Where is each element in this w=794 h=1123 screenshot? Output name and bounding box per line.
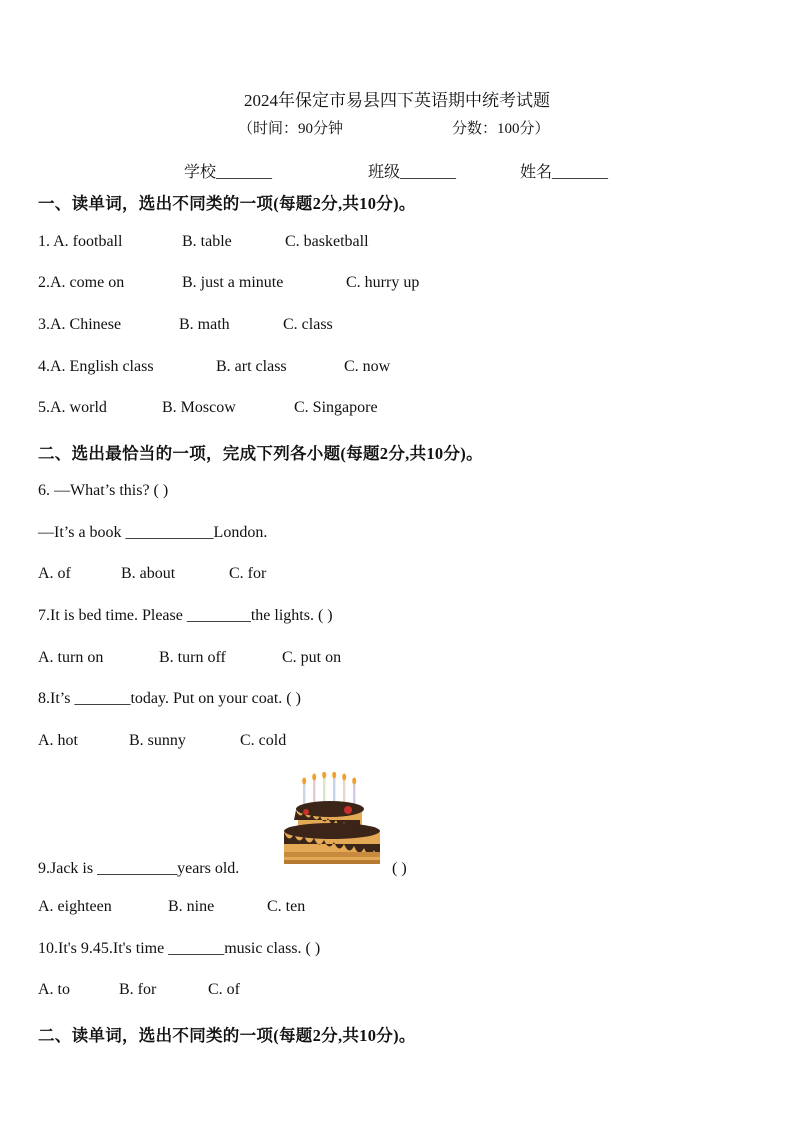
question-5-b: B. Moscow bbox=[162, 399, 236, 416]
question-3-b: B. math bbox=[179, 316, 230, 333]
question-1-c: C. basketball bbox=[285, 233, 369, 250]
question-6-answer-line: —It’s a book ___________London. bbox=[38, 524, 268, 541]
exam-score: 分数：100分） bbox=[452, 121, 550, 137]
question-8-b: B. sunny bbox=[129, 732, 186, 749]
question-4 bbox=[38, 358, 390, 376]
question-8-c: C. cold bbox=[240, 732, 287, 749]
question-7-b: B. turn off bbox=[159, 649, 226, 666]
class-field: 班级_______ bbox=[368, 164, 457, 181]
question-7-a: A. turn on bbox=[38, 649, 104, 666]
question-7-options bbox=[38, 649, 341, 667]
question-1-a: 1. A. football bbox=[38, 233, 123, 250]
question-5-a: 5.A. world bbox=[38, 399, 107, 416]
question-2-b: B. just a minute bbox=[182, 274, 284, 291]
question-6-b: B. about bbox=[121, 565, 176, 582]
question-6-stem: 6. —What’s this? ( ) bbox=[38, 482, 169, 499]
question-3-c: C. class bbox=[283, 316, 333, 333]
question-6-a: A. of bbox=[38, 565, 71, 582]
question-9-options bbox=[38, 898, 305, 916]
school-field: 学校_______ bbox=[184, 164, 273, 181]
question-6-c: C. for bbox=[229, 565, 267, 582]
question-4-a: 4.A. English class bbox=[38, 358, 154, 375]
section-3-heading: 二、读单词，选出不同类的一项(每题2分,共10分)。 bbox=[38, 1026, 416, 1045]
question-5-c: C. Singapore bbox=[294, 399, 378, 416]
question-9-a: A. eighteen bbox=[38, 898, 112, 915]
question-7-c: C. put on bbox=[282, 649, 342, 666]
question-4-c: C. now bbox=[344, 358, 391, 375]
question-6-options bbox=[38, 565, 266, 583]
question-2-c: C. hurry up bbox=[346, 274, 420, 291]
question-1-b: B. table bbox=[182, 233, 232, 250]
question-9-c: C. ten bbox=[267, 898, 306, 915]
page-title: 2024年保定市易县四下英语期中统考试题 bbox=[244, 91, 550, 110]
question-9-answer-paren: ( ) bbox=[392, 860, 407, 877]
exam-time: （时间：90分钟 bbox=[238, 121, 344, 137]
question-1 bbox=[38, 233, 369, 251]
birthday-cake-image bbox=[282, 772, 382, 868]
question-9-b: B. nine bbox=[168, 898, 215, 915]
question-3-a: 3.A. Chinese bbox=[38, 316, 122, 333]
section-2-heading: 二、选出最恰当的一项，完成下列各小题(每题2分,共10分)。 bbox=[38, 444, 483, 463]
question-7-stem: 7.It is bed time. Please ________the lights. ( ) bbox=[38, 607, 333, 624]
cake-bottom-tier bbox=[284, 823, 380, 864]
question-10-options bbox=[38, 981, 240, 999]
question-10-c: C. of bbox=[208, 981, 240, 998]
question-8-options bbox=[38, 732, 286, 750]
question-9-stem: 9.Jack is __________years old. bbox=[38, 860, 240, 877]
section-1-heading: 一、读单词，选出不同类的一项(每题2分,共10分)。 bbox=[38, 194, 416, 213]
question-3 bbox=[38, 316, 333, 334]
name-field: 姓名_______ bbox=[520, 164, 609, 181]
question-4-b: B. art class bbox=[216, 358, 287, 375]
question-10-stem: 10.It's 9.45.It's time _______music class. ( ) bbox=[38, 940, 321, 957]
question-5 bbox=[38, 399, 378, 417]
question-8-a: A. hot bbox=[38, 732, 78, 749]
question-8-stem: 8.It’s _______today. Put on your coat. ( ) bbox=[38, 690, 301, 707]
question-10-a: A. to bbox=[38, 981, 70, 998]
question-2 bbox=[38, 274, 419, 292]
question-10-b: B. for bbox=[119, 981, 157, 998]
question-2-a: 2.A. come on bbox=[38, 274, 125, 291]
